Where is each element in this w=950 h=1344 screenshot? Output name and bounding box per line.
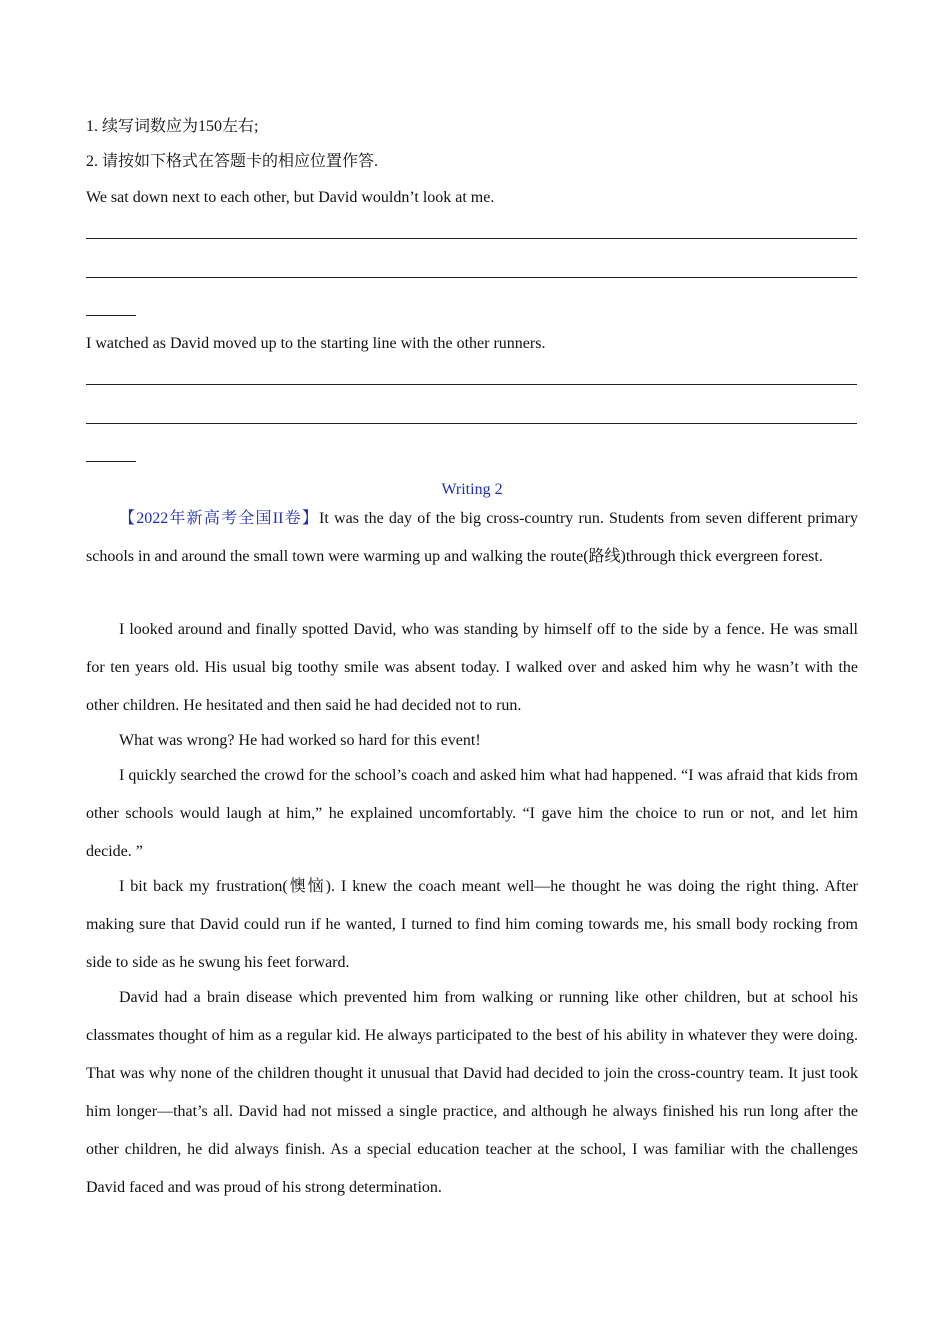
story-paragraph-3: What was wrong? He had worked so hard for this event!: [119, 732, 481, 749]
story-paragraph-2: I looked around and finally spotted David, who was standing by himself off to the side by a fence. He was small for ten years old. His usual big toothy smile was absent today. I walked over and asked him why he wasn’t with the other children. He hesitated and then said he had decided not to run.: [86, 621, 858, 714]
answer-line: [86, 277, 857, 278]
answer-line: [86, 423, 857, 424]
continuation-prompt-1: We sat down next to each other, but David wouldn’t look at me.: [86, 189, 495, 206]
answer-line-end: [86, 315, 136, 316]
instruction-item-2: 2. 请按如下格式在答题卡的相应位置作答.: [86, 153, 379, 170]
answer-line: [86, 384, 857, 385]
story-paragraph-4: I quickly searched the crowd for the school’s coach and asked him what had happened. “I was afraid that kids from other schools would laugh at him,” he explained uncomfortably. “I gave him the choice to run or not, and let him decide. ”: [86, 767, 858, 860]
source-tag: 【2022年新高考全国II卷】: [119, 510, 320, 527]
story-paragraph-6: David had a brain disease which prevented him from walking or running like other children, but at school his classmates thought of him as a regular kid. He always participated to the best of his ability in whatever they were doing. That was why none of the children thought it unusual that David had decided to join the cross-country team. It just took him longer—that’s all. David had not missed a single practice, and although he always finished his run long after the other children, he did always finish. As a special education teacher at the school, I was familiar with the challenges David faced and was proud of his strong determination.: [86, 989, 858, 1196]
instruction-item-1: 1. 续写词数应为150左右;: [86, 118, 259, 135]
answer-line-end: [86, 461, 136, 462]
continuation-prompt-2: I watched as David moved up to the starting line with the other runners.: [86, 335, 546, 352]
story-paragraph-5: I bit back my frustration(懊恼). I knew the coach meant well—he thought he was doing the right thing. After making sure that David could run if he wanted, I turned to find him coming towards me, his small body rocking from side to side as he swung his feet forward.: [86, 878, 858, 971]
section-title: Writing 2: [441, 481, 503, 498]
answer-line: [86, 238, 857, 239]
story-paragraph-1: 【2022年新高考全国II卷】It was the day of the big cross-country run. Students from seven different primary schools in and around the small town were warming up and walking the route(路线)through thick evergreen forest.: [86, 510, 858, 565]
